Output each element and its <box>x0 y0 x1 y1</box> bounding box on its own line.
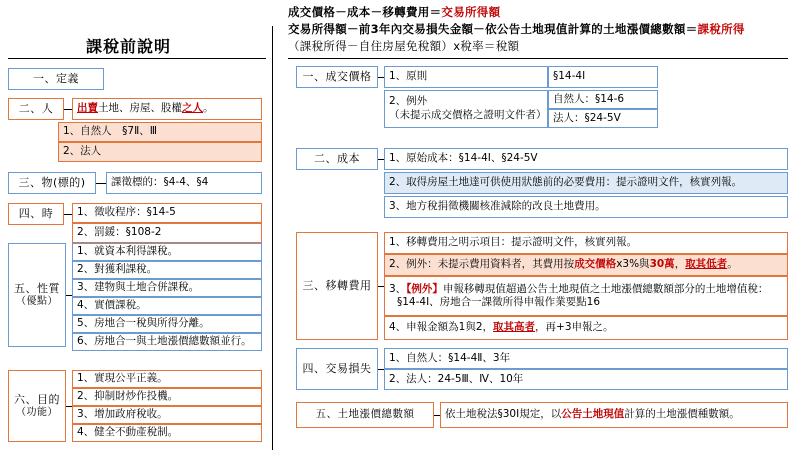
section-loss: 四、交易損失 <box>296 348 378 390</box>
page-title: 課稅前說明 <box>86 37 172 56</box>
cost-item-3: 3、地方稅捐徵機關核准減除的改良土地費用。 <box>384 196 788 218</box>
tf2-e: ， <box>674 258 686 271</box>
price-exception-label-a: 2、例外 <box>389 95 428 108</box>
purpose-item-4: 4、健全不動產稅制。 <box>72 424 262 442</box>
transfer-fee-item-2 <box>384 254 788 276</box>
tf3-line2 <box>389 296 600 309</box>
tf4-b: 取其高者 <box>493 321 536 334</box>
time-item-2: 2、罰鍰：§108-2 <box>72 223 262 243</box>
section-price: 一、成交價格 <box>296 66 378 88</box>
tf2-c: x3%與 <box>616 258 650 271</box>
section-transfer-fee: 三、移轉費用 <box>296 232 378 340</box>
column-divider <box>272 26 273 450</box>
tf2-b: 成交價格 <box>574 258 617 271</box>
land-increment-content <box>440 402 788 428</box>
tf2-d: 30萬 <box>649 258 675 271</box>
category-nature-sub: （優點） <box>16 295 58 307</box>
category-purpose-label: 六、目的 <box>14 392 60 406</box>
price-exception-label-b: （未提示成交價格之證明文件者） <box>389 109 547 121</box>
person-head-b: 土地、房屋、股權 <box>98 102 182 115</box>
time-item-1: 1、徵收程序：§14-5 <box>72 203 262 223</box>
nature-item-5: 5、房地合一稅與所得分離。 <box>72 315 262 333</box>
category-nature-label: 五、性質 <box>14 281 60 295</box>
purpose-item-3: 3、增加政府稅收。 <box>72 406 262 424</box>
tf4-a: 4、申報金額為1與2， <box>389 321 494 334</box>
formula-divider <box>288 58 788 59</box>
nature-item-4: 4、實價課稅。 <box>72 297 262 315</box>
li-a: 依土地稅法§30Ⅰ規定，以 <box>445 408 562 421</box>
nature-item-6: 6、房地合一與土地漲價總數額並行。 <box>72 333 262 351</box>
title-divider <box>8 58 266 59</box>
nature-item-1: 1、就資本利得課稅。 <box>72 243 262 261</box>
price-exception-natural: 自然人：§14-6 <box>548 90 658 109</box>
price-exception-label <box>384 90 548 128</box>
tf2-g: 。 <box>727 258 738 271</box>
tf3-b: 【例外】 <box>406 282 443 295</box>
tf3-c: 申報移轉現值超過公告土地現值之土地漲價總數額部分的土地增值稅： <box>442 282 769 295</box>
formula-line-3: （課稅所得－自住房屋免稅額）x稅率＝稅額 <box>288 39 520 53</box>
category-person: 二、人 <box>8 98 64 120</box>
object-content-box: 課徵標的：§4-4、§4 <box>106 172 262 194</box>
tf3-d: §14-4Ⅰ、房地合一課徵所得申報作業要點16 <box>397 296 601 308</box>
cost-item-1: 1、原始成本：§14-4Ⅰ、§24-5Ⅴ <box>384 148 788 170</box>
formula-line-1: 成交價格－成本－移轉費用＝交易所得額 <box>288 5 501 19</box>
person-item-natural: 1、自然人 §7Ⅱ、Ⅲ <box>58 122 262 142</box>
person-head-c: 之人 <box>182 102 203 115</box>
tf3-line1 <box>389 283 768 296</box>
section-cost: 二、成本 <box>296 148 378 170</box>
category-nature <box>8 243 66 347</box>
category-object: 三、物(標的) <box>8 172 96 194</box>
tf2-f: 取其低者 <box>685 258 728 271</box>
li-c: 計算的土地漲價種數額。 <box>624 408 740 421</box>
purpose-item-2: 2、抑制財炒作投機。 <box>72 388 262 406</box>
person-head-d: 。 <box>203 102 214 115</box>
person-item-legal: 2、法人 <box>58 142 262 162</box>
person-head-a: 出賣 <box>77 102 98 115</box>
tf2-a: 2、例外：未提示費用資料者，其費用按 <box>389 258 575 271</box>
tf3-a: 3、 <box>389 282 407 295</box>
category-time: 四、時 <box>8 203 64 225</box>
loss-item-1: 1、自然人：§14-4Ⅱ、3年 <box>384 348 788 369</box>
price-rule-ref: §14-4Ⅰ <box>548 66 658 88</box>
tf4-c: ，再+3申報之。 <box>535 321 614 334</box>
price-exception-legal: 法人：§24-5Ⅴ <box>548 109 658 128</box>
nature-item-3: 3、建物與土地合併課稅。 <box>72 279 262 297</box>
section-land-increment: 五、土地漲價總數額 <box>296 402 434 428</box>
category-purpose <box>8 370 66 442</box>
formula-line-2: 交易所得額－前3年內交易損失金額－依公告土地現值計算的土地漲價總數額＝課稅所得 <box>288 22 745 36</box>
transfer-fee-item-1: 1、移轉費用之明示項目：提示證明文件，核實列報。 <box>384 232 788 254</box>
li-b: 公告土地現值 <box>561 408 625 421</box>
connector-person <box>64 109 72 110</box>
loss-item-2: 2、法人：24-5Ⅲ、Ⅳ、10年 <box>384 369 788 390</box>
person-definition-box <box>72 98 262 120</box>
nature-item-2: 2、對獲利課稅。 <box>72 261 262 279</box>
connector-time <box>64 214 72 215</box>
category-definition: 一、定義 <box>8 68 104 90</box>
connector-object <box>96 183 106 184</box>
cost-item-2: 2、取得房屋土地達可供使用狀態前的必要費用：提示證明文件，核實列報。 <box>384 172 788 194</box>
transfer-fee-item-4 <box>384 316 788 340</box>
category-purpose-sub: （功能） <box>16 406 58 418</box>
price-rule-label: 1、原則 <box>384 66 548 88</box>
purpose-item-1: 1、實現公平正義。 <box>72 370 262 388</box>
transfer-fee-item-3 <box>384 276 788 316</box>
